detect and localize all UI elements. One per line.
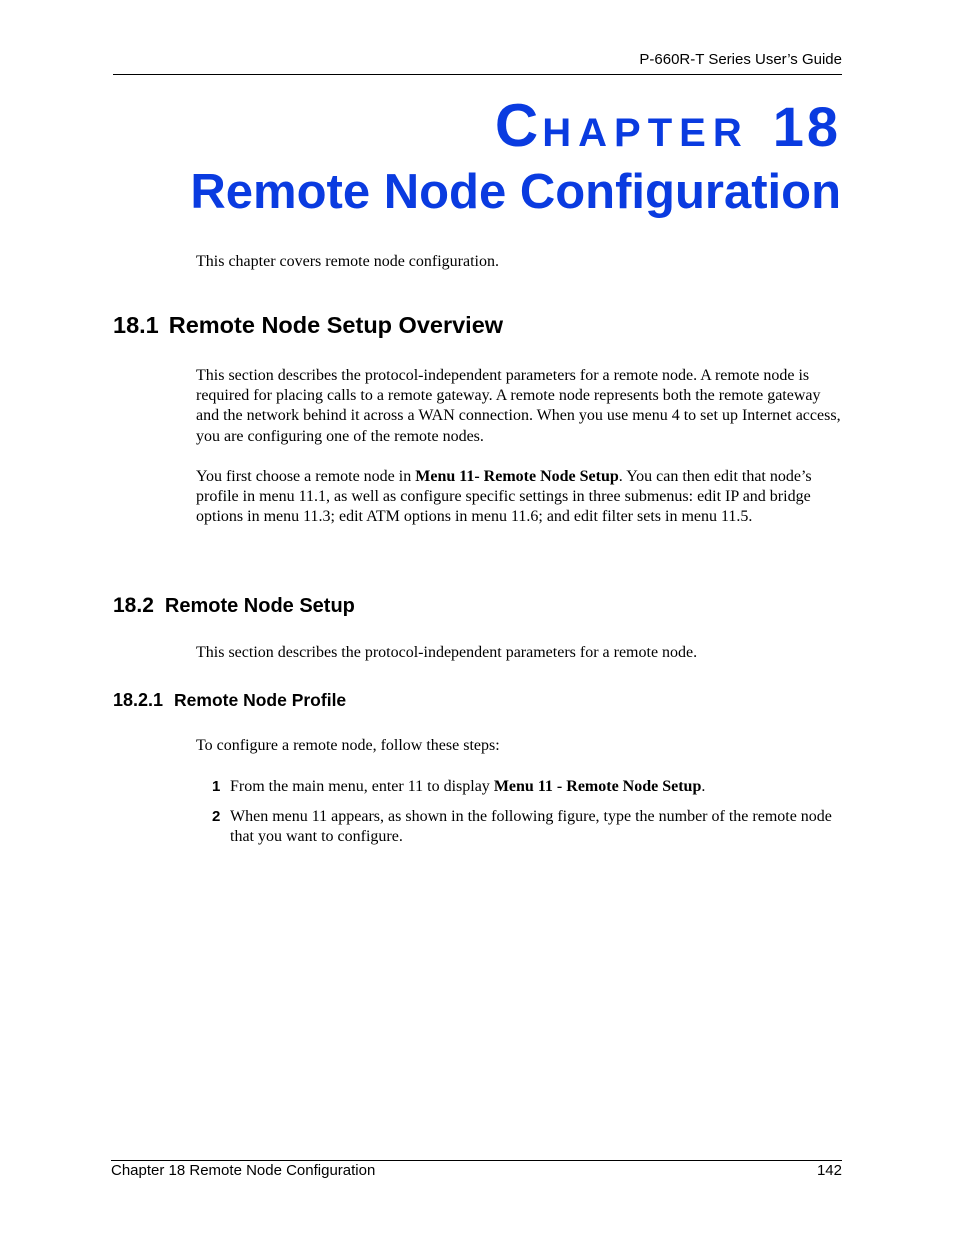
step-text-part: From the main menu, enter 11 to display	[230, 778, 494, 795]
section-2-1-paragraph: To configure a remote node, follow these steps:	[196, 737, 500, 754]
section-heading-18-2	[113, 591, 355, 619]
section-heading-18-2-1	[113, 689, 346, 711]
footer-chapter-reference: Chapter 18 Remote Node Configuration	[111, 1162, 376, 1179]
section-title: Remote Node Setup Overview	[168, 312, 504, 338]
section-2-paragraph: This section describes the protocol-independent parameters for a remote node.	[196, 644, 698, 661]
page-number: 142	[816, 1162, 842, 1179]
step-text: When menu 11 appears, as shown in the following figure, type the number of the remote node that you want to configure.	[230, 808, 832, 846]
paragraph-text: . You can then edit that node’s profile in menu 11.1, as well as configure specific settings in three submenus: edit IP and bridge options in menu 11.3; edit ATM options in menu 11.6; and edit filter sets in menu 11.5.	[196, 468, 812, 526]
section-title: Remote Node Profile	[174, 690, 347, 710]
intro-paragraph: This chapter covers remote node configuration.	[196, 253, 499, 270]
section-1-paragraph-2	[196, 467, 846, 528]
menu-reference: Menu 11- Remote Node Setup	[415, 468, 619, 485]
section-heading-18-1	[113, 312, 503, 339]
paragraph-text: You first choose a remote node in	[196, 468, 416, 485]
section-number: 18.2.1	[113, 690, 164, 710]
step-item-1	[212, 777, 846, 797]
header-divider	[113, 74, 842, 75]
section-title: Remote Node Setup	[164, 595, 355, 617]
step-number: 1	[212, 778, 221, 795]
footer-divider	[111, 1160, 842, 1161]
section-1-paragraph-1: This section describes the protocol-independent parameters for a remote node. A remote node is required for placing calls to a remote gateway. A remote node represents both the remote gateway and the network behind it across a WAN connection. When you use menu 4 to set up Internet access, you are configuring one of the remote nodes.	[196, 367, 841, 445]
step-text-part: .	[701, 778, 706, 795]
chapter-label-initial: C	[494, 92, 543, 159]
step-text	[230, 777, 846, 797]
step-item-2	[212, 807, 846, 847]
section-number: 18.1	[113, 312, 159, 338]
chapter-label	[494, 92, 841, 159]
chapter-label-rest: HAPTER	[542, 111, 749, 155]
chapter-title: Remote Node Configuration	[190, 165, 841, 219]
step-number: 2	[212, 808, 221, 825]
section-number: 18.2	[113, 594, 154, 617]
menu-reference: Menu 11 - Remote Node Setup	[493, 778, 702, 795]
running-header-title: P-660R-T Series User’s Guide	[639, 51, 842, 68]
chapter-number: 18	[772, 95, 841, 158]
